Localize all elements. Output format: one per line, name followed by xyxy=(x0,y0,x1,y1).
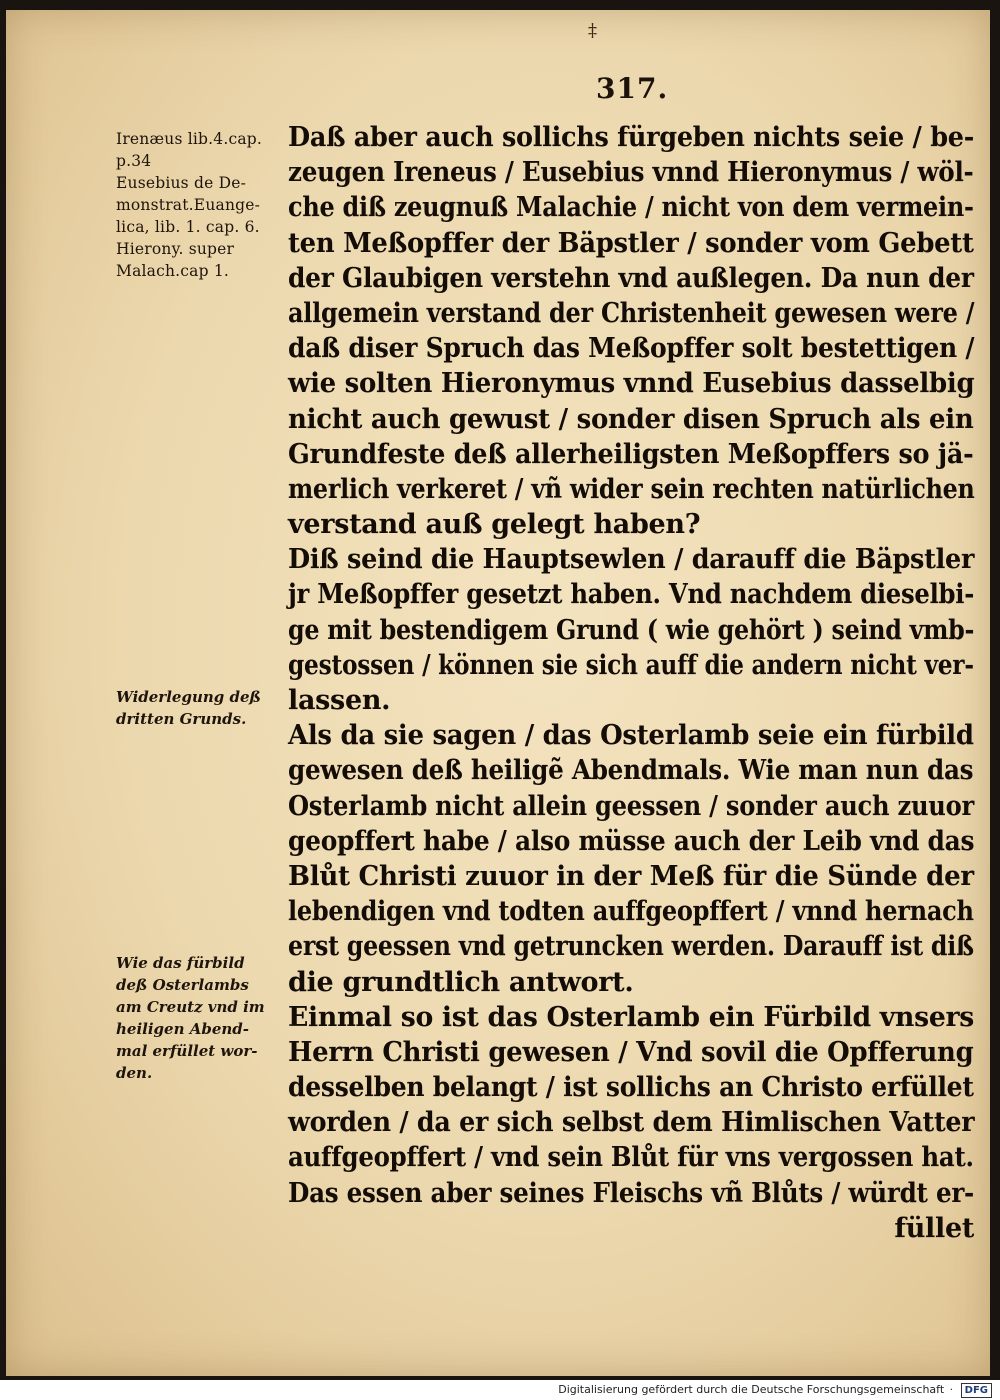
margin-note-line: Irenæus lib.4.cap. xyxy=(116,130,263,148)
text-line: auffgeopffert / vnd sein Blůt für vns vergossen hat. xyxy=(288,1142,974,1174)
text-line: jr Meßopffer gesetzt haben. Vnd nachdem dieselbi- xyxy=(288,579,975,611)
text-line: Diß seind die Hauptsewlen / darauff die Bäpstler xyxy=(288,544,975,576)
book-page xyxy=(6,10,990,1376)
text-line: nicht auch gewust / sonder disen Spruch als ein xyxy=(288,403,974,435)
text-line: Herrn Christi gewesen / Vnd sovil die Opfferung xyxy=(288,1036,974,1068)
text-line: daß diser Spruch das Meßopffer solt bestettigen / xyxy=(288,333,975,365)
margin-note-line: p.34 xyxy=(116,152,152,170)
text-line: zeugen Ireneus / Eusebius vnnd Hieronymus / wöl- xyxy=(288,157,974,189)
text-line: Als da sie sagen / das Osterlamb seie ein fürbild xyxy=(288,720,974,752)
text-line: worden / da er sich selbst dem Himlischen Vatter xyxy=(288,1107,975,1139)
text-line: desselben belangt / ist sollichs an Christo erfüllet xyxy=(288,1072,974,1104)
margin-note-line: am Creutz vnd im xyxy=(116,998,265,1016)
text-line: allgemein verstand der Christenheit gewesen were / xyxy=(288,297,975,329)
margin-note-line: Eusebius de De- xyxy=(116,174,247,192)
margin-note-line: Widerlegung deß xyxy=(116,688,261,706)
margin-note-line: deß Osterlambs xyxy=(116,976,249,994)
margin-note-easter-lamb xyxy=(116,952,286,1084)
margin-note-line: lica, lib. 1. cap. 6. xyxy=(116,218,260,236)
dfg-logo: DFG xyxy=(961,1383,992,1398)
catchword: füllet xyxy=(894,1212,974,1244)
margin-note-line: dritten Grunds. xyxy=(116,710,247,728)
body-text xyxy=(288,120,980,1246)
text-line: wie solten Hieronymus vnnd Eusebius dasselbig xyxy=(288,368,975,400)
text-line: Grundfeste deß allerheiligsten Meßopffers so jä- xyxy=(288,438,974,470)
text-line: Osterlamb nicht allein geessen / sonder auch zuuor xyxy=(288,790,974,822)
text-line: geopffert habe / also müsse auch der Leib vnd das xyxy=(288,825,975,857)
text-line: che diß zeugnuß Malachie / nicht von dem vermein- xyxy=(288,192,974,224)
text-line: ten Meßopffer der Bäpstler / sonder vom Gebett xyxy=(288,227,974,259)
text-line: Einmal so ist das Osterlamb ein Fürbild vnsers xyxy=(288,1001,974,1033)
margin-note-line: Malach.cap 1. xyxy=(116,262,230,280)
margin-note-line: den. xyxy=(116,1064,153,1082)
text-line: Das essen aber seines Fleischs vñ Blůts / würdt er- xyxy=(288,1177,974,1209)
margin-note-refutation xyxy=(116,686,286,730)
top-mark: ‡ xyxy=(588,20,597,41)
page-number: 317. xyxy=(596,72,669,105)
text-line: lassen. xyxy=(288,685,391,716)
text-line: merlich verkeret / vñ wider sein rechten natürlichen xyxy=(288,473,975,505)
margin-note-line: mal erfüllet wor- xyxy=(116,1042,258,1060)
text-line: verstand auß gelegt haben? xyxy=(288,509,701,541)
margin-note-line: Hierony. super xyxy=(116,240,235,258)
margin-note-line: Wie das fürbild xyxy=(116,954,245,972)
digitization-footer xyxy=(558,1380,992,1400)
margin-note-references xyxy=(116,128,286,282)
text-line: lebendigen vnd todten auffgeopffert / vnnd hernach xyxy=(288,896,974,928)
text-line: gewesen deß heiligẽ Abendmals. Wie man nun das xyxy=(288,755,974,787)
footer-text: Digitalisierung gefördert durch die Deutsche Forschungsgemeinschaft xyxy=(558,1383,945,1396)
text-line: Blůt Christi zuuor in der Meß für die Sünde der xyxy=(288,860,974,892)
text-line: ge mit bestendigem Grund ( wie gehört ) seind vmb- xyxy=(288,614,975,646)
text-line: gestossen / können sie sich auff die andern nicht ver- xyxy=(288,649,974,681)
text-line: erst geessen vnd getruncken werden. Darauff ist diß xyxy=(288,931,974,963)
text-line: der Glaubigen verstehn vnd außlegen. Da nun der xyxy=(288,262,974,294)
separator-icon: · xyxy=(949,1383,954,1396)
margin-note-line: heiligen Abend- xyxy=(116,1020,249,1038)
margin-note-line: monstrat.Euange- xyxy=(116,196,261,214)
text-line: die grundtlich antwort. xyxy=(288,966,634,998)
text-line: Daß aber auch sollichs fürgeben nichts seie / be- xyxy=(288,122,975,153)
